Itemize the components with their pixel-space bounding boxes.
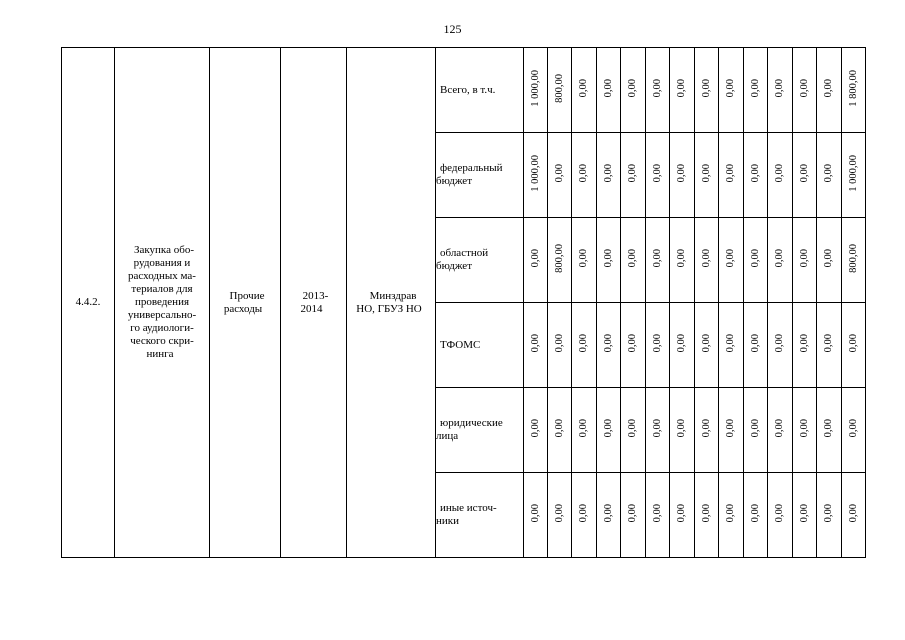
value-cell: 0,00 (793, 473, 817, 558)
value-cell: 0,00 (572, 48, 597, 133)
value-cell: 0,00 (621, 48, 646, 133)
value-cell: 0,00 (524, 388, 548, 473)
value-cell: 0,00 (646, 218, 670, 303)
value-cell: 0,00 (695, 303, 719, 388)
funding-source-cell: юридические лица (436, 388, 524, 473)
value-cell: 0,00 (621, 473, 646, 558)
value-cell: 0,00 (842, 303, 866, 388)
value-cell: 0,00 (670, 473, 695, 558)
value-cell: 1 000,00 (524, 48, 548, 133)
value-cell: 0,00 (842, 388, 866, 473)
funding-source-cell: федеральный бюджет (436, 133, 524, 218)
value-cell: 0,00 (670, 388, 695, 473)
value-cell: 0,00 (744, 388, 768, 473)
value-cell: 0,00 (817, 473, 842, 558)
value-cell: 0,00 (793, 303, 817, 388)
value-cell: 0,00 (548, 133, 572, 218)
executor-cell: Минздрав НО, ГБУЗ НО (347, 48, 436, 558)
value-cell: 0,00 (768, 218, 793, 303)
value-cell: 0,00 (744, 48, 768, 133)
value-cell: 0,00 (646, 133, 670, 218)
value-cell: 0,00 (842, 473, 866, 558)
value-cell: 0,00 (670, 133, 695, 218)
value-cell: 0,00 (695, 48, 719, 133)
value-cell: 0,00 (548, 388, 572, 473)
value-cell: 1 000,00 (842, 133, 866, 218)
cost-type-cell: Прочие расходы (210, 48, 281, 558)
value-cell: 0,00 (670, 48, 695, 133)
value-cell: 0,00 (817, 133, 842, 218)
value-cell: 0,00 (572, 218, 597, 303)
page-number: 125 (443, 22, 462, 36)
value-cell: 0,00 (744, 218, 768, 303)
funding-table (61, 47, 866, 558)
value-cell: 0,00 (768, 133, 793, 218)
value-cell: 0,00 (670, 218, 695, 303)
table-row (62, 48, 866, 133)
value-cell: 0,00 (572, 473, 597, 558)
value-cell: 0,00 (646, 388, 670, 473)
value-cell: 0,00 (744, 303, 768, 388)
value-cell: 0,00 (621, 133, 646, 218)
value-cell: 0,00 (548, 473, 572, 558)
funding-source-cell: ТФОМС (436, 303, 524, 388)
value-cell: 0,00 (621, 218, 646, 303)
value-cell: 0,00 (524, 473, 548, 558)
value-cell: 0,00 (817, 48, 842, 133)
value-cell: 0,00 (572, 388, 597, 473)
value-cell: 0,00 (548, 303, 572, 388)
value-cell: 0,00 (695, 133, 719, 218)
value-cell: 0,00 (597, 48, 621, 133)
value-cell: 0,00 (695, 473, 719, 558)
value-cell: 0,00 (597, 473, 621, 558)
value-cell: 0,00 (817, 303, 842, 388)
row-number-cell: 4.4.2. (62, 48, 115, 558)
value-cell: 0,00 (597, 388, 621, 473)
value-cell: 1 800,00 (842, 48, 866, 133)
funding-source-cell: иные источ- ники (436, 473, 524, 558)
value-cell: 0,00 (597, 218, 621, 303)
value-cell: 1 000,00 (524, 133, 548, 218)
value-cell: 0,00 (524, 303, 548, 388)
value-cell: 0,00 (744, 133, 768, 218)
value-cell: 0,00 (793, 388, 817, 473)
value-cell: 0,00 (572, 133, 597, 218)
value-cell: 0,00 (768, 388, 793, 473)
value-cell: 0,00 (621, 303, 646, 388)
value-cell: 800,00 (548, 218, 572, 303)
value-cell: 0,00 (719, 388, 744, 473)
value-cell: 0,00 (646, 473, 670, 558)
period-cell: 2013- 2014 (281, 48, 347, 558)
value-cell: 0,00 (646, 48, 670, 133)
value-cell: 0,00 (793, 48, 817, 133)
description-cell: Закупка обо- рудования и расходных ма- териалов для проведения универсально- го аудиологи- ческого скри- нинга (115, 48, 210, 558)
value-cell: 0,00 (768, 48, 793, 133)
value-cell: 0,00 (597, 303, 621, 388)
value-cell: 0,00 (719, 218, 744, 303)
value-cell: 0,00 (719, 48, 744, 133)
value-cell: 0,00 (695, 388, 719, 473)
value-cell: 0,00 (597, 133, 621, 218)
value-cell: 0,00 (670, 303, 695, 388)
value-cell: 800,00 (842, 218, 866, 303)
value-cell: 0,00 (719, 133, 744, 218)
value-cell: 0,00 (768, 473, 793, 558)
value-cell: 0,00 (744, 473, 768, 558)
value-cell: 0,00 (817, 388, 842, 473)
value-cell: 0,00 (646, 303, 670, 388)
funding-source-cell: областной бюджет (436, 218, 524, 303)
value-cell: 0,00 (817, 218, 842, 303)
value-cell: 0,00 (572, 303, 597, 388)
value-cell: 0,00 (621, 388, 646, 473)
value-cell: 0,00 (793, 133, 817, 218)
value-cell: 0,00 (719, 473, 744, 558)
value-cell: 0,00 (695, 218, 719, 303)
value-cell: 800,00 (548, 48, 572, 133)
value-cell: 0,00 (524, 218, 548, 303)
value-cell: 0,00 (719, 303, 744, 388)
funding-source-cell: Всего, в т.ч. (436, 48, 524, 133)
value-cell: 0,00 (793, 218, 817, 303)
value-cell: 0,00 (768, 303, 793, 388)
